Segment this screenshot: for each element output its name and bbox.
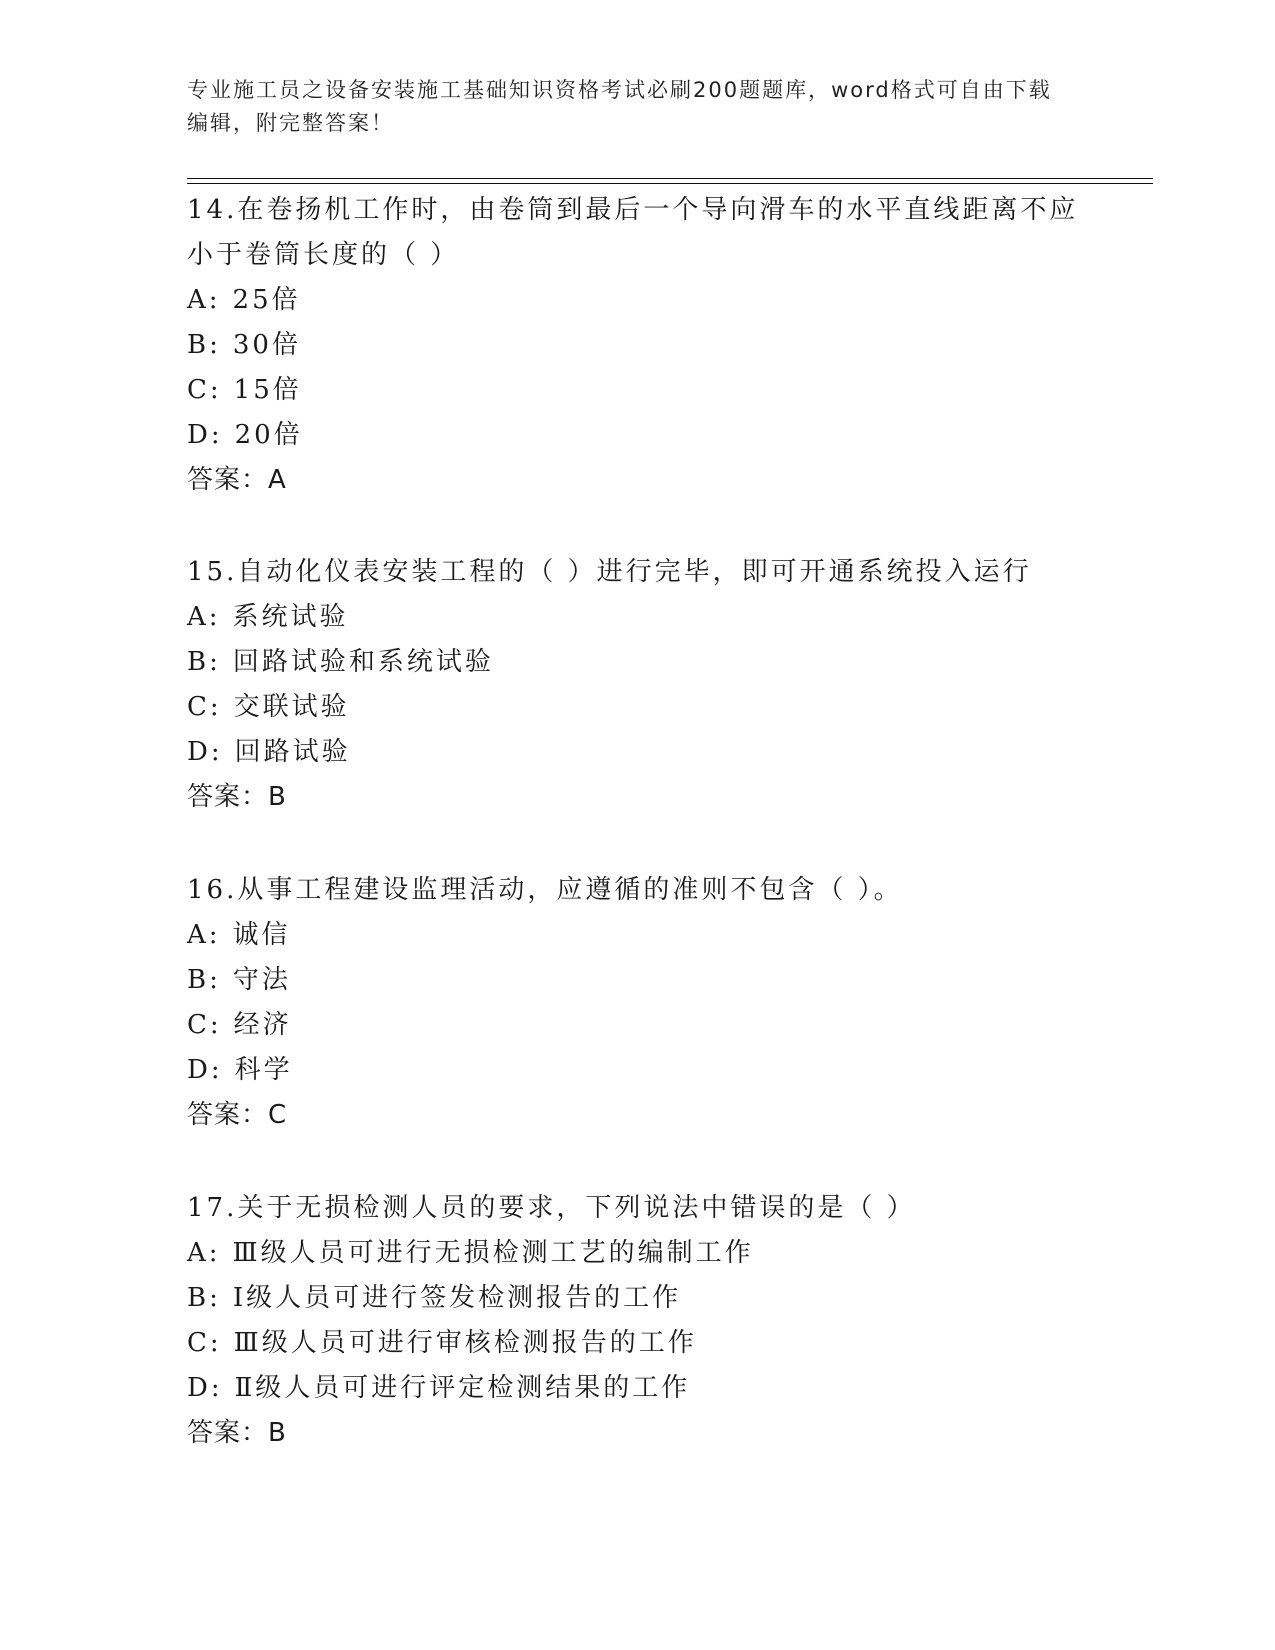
option-b: [187, 958, 1087, 1003]
option-letter: B:: [187, 1283, 221, 1313]
answer: 答案：B: [187, 1418, 287, 1448]
option-letter: B:: [187, 330, 221, 360]
option-letter: C:: [187, 375, 222, 405]
option-text: 15倍: [233, 375, 302, 405]
option-letter: A:: [187, 602, 221, 632]
option-d: [187, 730, 1087, 775]
option-d: [187, 1048, 1087, 1093]
option-letter: C:: [187, 1328, 222, 1358]
question-stem: 17.关于无损检测人员的要求，下列说法中错误的是（ ）: [187, 1193, 916, 1223]
option-letter: D:: [187, 420, 223, 450]
option-a: [187, 278, 1087, 323]
answer: 答案：C: [187, 1100, 288, 1130]
option-c: [187, 685, 1087, 730]
header-divider-bottom: [187, 183, 1153, 184]
option-b: [187, 1276, 1087, 1321]
option-a: [187, 1231, 1087, 1276]
question-15: [187, 550, 1087, 820]
option-d: [187, 1366, 1087, 1411]
question-stem: 15.自动化仪表安装工程的（ ）进行完毕，即可开通系统投入运行: [187, 557, 1032, 587]
option-text: 25倍: [232, 285, 301, 315]
option-text: 科学: [234, 1055, 293, 1085]
option-text: 回路试验: [234, 737, 351, 767]
answer: 答案：A: [187, 465, 287, 495]
question-17: [187, 1186, 1087, 1456]
option-b: [187, 640, 1087, 685]
option-text: 20倍: [234, 420, 303, 450]
option-a: [187, 913, 1087, 958]
option-letter: D:: [187, 737, 223, 767]
option-text: 回路试验和系统试验: [232, 647, 494, 677]
question-stem: 16.从事工程建设监理活动，应遵循的准则不包含（ ）。: [187, 875, 903, 905]
option-letter: D:: [187, 1373, 223, 1403]
option-letter: C:: [187, 692, 222, 722]
header-divider-top: [187, 178, 1153, 179]
option-text: Ⅲ级人员可进行审核检测报告的工作: [233, 1328, 697, 1358]
option-text: Ⅱ级人员可进行评定检测结果的工作: [234, 1373, 691, 1403]
option-text: Ⅰ级人员可进行签发检测报告的工作: [232, 1283, 682, 1313]
document-header: 专业施工员之设备安装施工基础知识资格考试必刷200题题库，word格式可自由下载编辑，附完整答案！: [187, 78, 1052, 135]
option-letter: A:: [187, 1238, 221, 1268]
option-b: [187, 323, 1087, 368]
answer: 答案：B: [187, 782, 287, 812]
option-c: [187, 1321, 1087, 1366]
option-text: 守法: [232, 965, 291, 995]
option-text: 经济: [233, 1010, 292, 1040]
option-letter: B:: [187, 965, 221, 995]
option-letter: D:: [187, 1055, 223, 1085]
option-a: [187, 595, 1087, 640]
option-letter: C:: [187, 1010, 222, 1040]
option-c: [187, 368, 1087, 413]
option-text: 交联试验: [233, 692, 350, 722]
option-text: 诚信: [232, 920, 291, 950]
option-text: 系统试验: [232, 602, 349, 632]
option-d: [187, 413, 1087, 458]
option-c: [187, 1003, 1087, 1048]
question-14: [187, 188, 1087, 503]
question-16: [187, 868, 1087, 1138]
option-letter: B:: [187, 647, 221, 677]
option-letter: A:: [187, 920, 221, 950]
option-text: 30倍: [232, 330, 301, 360]
option-text: Ⅲ级人员可进行无损检测工艺的编制工作: [232, 1238, 754, 1268]
question-stem: 14.在卷扬机工作时，由卷筒到最后一个导向滑车的水平直线距离不应小于卷筒长度的（ ）: [187, 195, 1079, 270]
option-letter: A:: [187, 285, 221, 315]
